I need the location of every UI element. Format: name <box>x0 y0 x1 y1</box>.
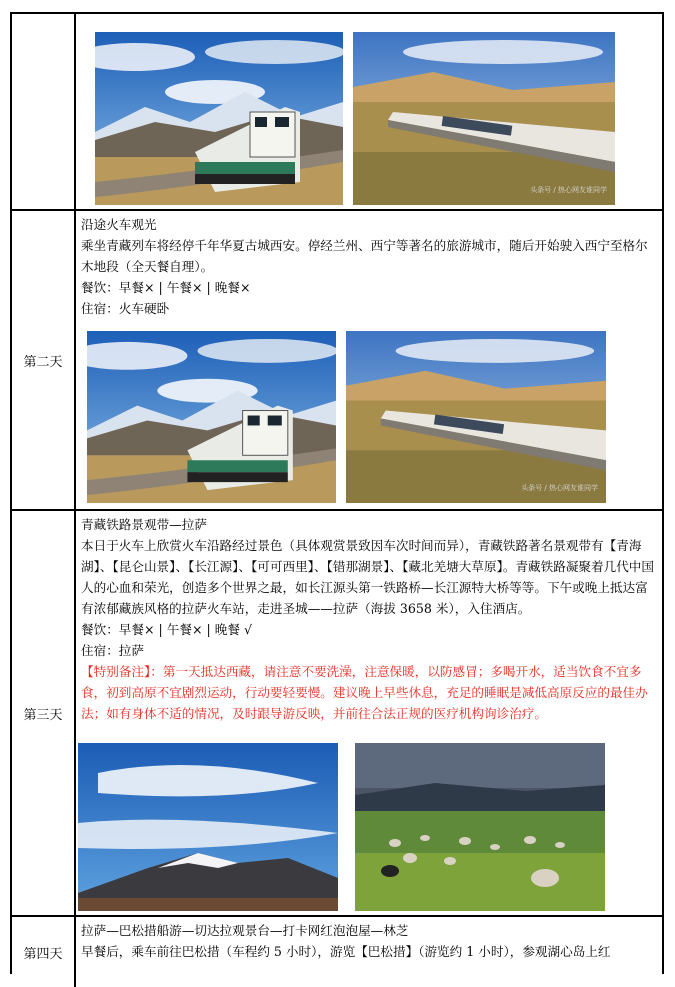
row-day2 <box>12 211 662 511</box>
row-day4 <box>12 917 662 987</box>
watermark: 头条号 / 热心网友谁同学 <box>521 484 598 492</box>
railway-photo <box>346 331 606 503</box>
train-photo <box>95 32 343 205</box>
day-content <box>78 511 662 915</box>
yaks-grassland-photo <box>355 743 605 911</box>
photo-cell <box>78 14 662 209</box>
day-content <box>78 917 662 987</box>
row-photos-top <box>12 14 662 211</box>
day-label: 第二天 <box>12 211 76 509</box>
railway-photo <box>353 32 615 205</box>
mountain-photo <box>78 743 338 911</box>
day-description: 早餐后，乘车前往巴松措（车程约 5 小时），游览【巴松措】（游览约 1 小时），参观湖心岛上红 <box>81 944 611 959</box>
day-cell-empty <box>12 14 76 209</box>
day-description: 本日于火车上欣赏火车沿路经过景色（具体观赏景致因车次时间而异），青藏铁路著名景观带有【青海湖】、【昆仑山景】、【长江源】、【可可西里】、【错那湖景】、【藏北羌塘大草原】。青藏铁路凝聚着几代中国人的心血和荣光，创造多个世界之最，如长江源头第一铁路桥—长江源特大桥等等。下午或晚上抵达富有浓郁藏族风格的拉萨火车站，走进圣城——拉萨（海拔 3658 米），入住酒店。 <box>81 538 654 616</box>
day-title: 沿途火车观光 <box>81 217 157 232</box>
watermark: 头条号 / 热心网友谁同学 <box>530 186 607 194</box>
special-note: 【特别备注】：第一天抵达西藏，请注意不要洗澡，注意保暖，以防感冒；多喝开水，适当饮食不宜多食，初到高原不宜剧烈运动，行动要轻要慢。建议晚上早些休息，充足的睡眠是减低高原反应的最佳办法；如有身体不适的情况，及时跟导游反映，并前往合法正规的医疗机构询诊治疗。 <box>81 664 648 721</box>
lodging: 住宿：拉萨 <box>81 643 144 658</box>
meals: 餐饮：早餐× | 午餐× | 晚餐× <box>81 280 251 295</box>
train-photo <box>87 331 336 503</box>
lodging: 住宿：火车硬卧 <box>81 301 170 316</box>
day-description: 乘坐青藏列车将经停千年华夏古城西安。停经兰州、西宁等著名的旅游城市，随后开始驶入西宁至格尔木地段（全天餐自理）。 <box>81 238 648 274</box>
day-label: 第四天 <box>12 917 76 987</box>
itinerary-table <box>10 12 664 974</box>
day-label: 第三天 <box>12 511 76 915</box>
row-day3 <box>12 511 662 917</box>
day-title: 拉萨—巴松措船游—切达拉观景台—打卡网红泡泡屋—林芝 <box>81 923 409 938</box>
day-title: 青藏铁路景观带—拉萨 <box>81 517 207 532</box>
meals: 餐饮：早餐× | 午餐× | 晚餐 √ <box>81 622 252 637</box>
day-content <box>78 211 662 509</box>
